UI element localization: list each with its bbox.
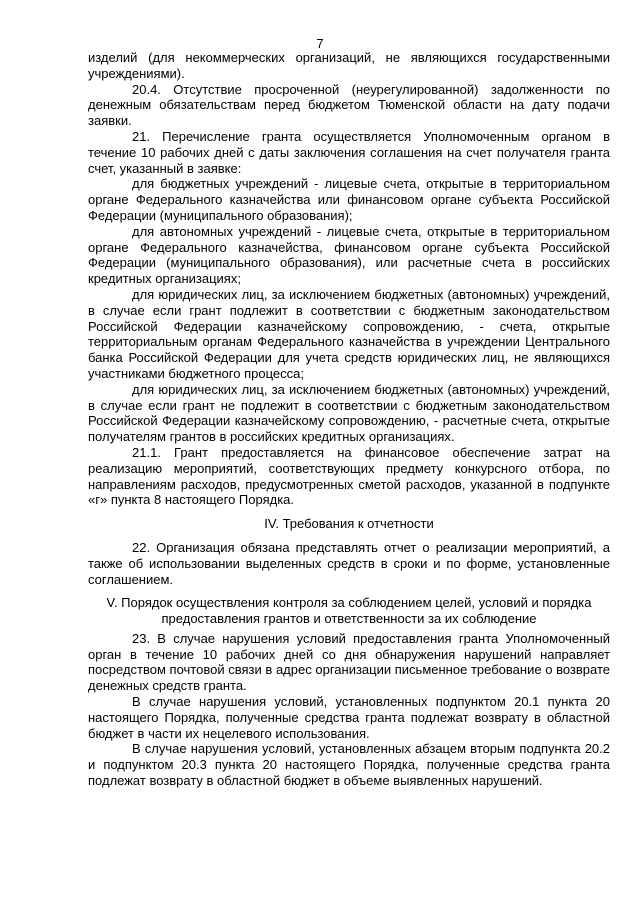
paragraph-21-1: 21.1. Грант предоставляется на финансовое обеспечение затрат на реализацию мероприятий, соответствующих предмету конкурсного отбора, по направлениям расходов, предусмотренных сметой расходов, указанной в подпункте «г» пункта 8 настоящего Порядка. xyxy=(88,444,610,508)
paragraph-violation-20-1: В случае нарушения условий, установленных подпунктом 20.1 пункта 20 настоящего Порядка, полученные средства гранта подлежат возврату в областной бюджет в части их нецелевого использования. xyxy=(88,694,610,741)
paragraph-legal-entities-no-escort: для юридических лиц, за исключением бюджетных (автономных) учреждений, в случае если грант не подлежит в соответствии с бюджетным законодательством Российской Федерации казначейскому сопровождению, - расчетные счета, открытые получателям грантов в российских кредитных организациях. xyxy=(88,381,610,445)
section-heading-iv: IV. Требования к отчетности xyxy=(264,516,434,532)
paragraph-20-4: 20.4. Отсутствие просроченной (неурегулированной) задолженности по денежным обязательствам перед бюджетом Тюменской области на дату подачи заявки. xyxy=(88,81,610,129)
page-number: 7 xyxy=(316,36,324,51)
document-body xyxy=(88,50,610,789)
paragraph-21: 21. Перечисление гранта осуществляется Уполномоченным органом в течение 10 рабочих дней с даты заключения соглашения на счет получателя гранта счет, указанный в заявке: xyxy=(88,128,610,176)
paragraph-continuation: изделий (для некоммерческих организаций, не являющихся государственными учреждениями). xyxy=(88,50,610,81)
paragraph-22: 22. Организация обязана представлять отчет о реализации мероприятий, а также об использовании выделенных средств в сроки и по форме, установленные соглашением. xyxy=(88,539,610,587)
section-heading-v: V. Порядок осуществления контроля за соблюдением целей, условий и порядка предоставления грантов и ответственности за их соблюдение xyxy=(106,595,592,627)
paragraph-violation-20-2-20-3: В случае нарушения условий, установленных абзацем вторым подпункта 20.2 и подпунктом 20.3 пункта 20 настоящего Порядка, полученные средства гранта подлежат возврату в областной бюджет в объеме выявленных нарушений. xyxy=(88,741,610,789)
paragraph-23: 23. В случае нарушения условий предоставления гранта Уполномоченный орган в течение 10 рабочих дней со дня обнаружения нарушений направляет посредством почтовой связи в адрес организации письменное требование о возврате денежных средств гранта. xyxy=(88,630,610,694)
paragraph-budget-institutions: для бюджетных учреждений - лицевые счета, открытые в территориальном органе Федерального казначейства или финансовом органе субъекта Российской Федерации (муниципального образования); xyxy=(88,176,610,223)
paragraph-autonomous-institutions: для автономных учреждений - лицевые счета, открытые в территориальном органе Федерального казначейства, финансовом органе субъекта Российской Федерации (муниципального образования), или расчетные счета в российских кредитных организациях; xyxy=(88,223,610,287)
paragraph-legal-entities-escort: для юридических лиц, за исключением бюджетных (автономных) учреждений, в случае если грант подлежит в соответствии с бюджетным законодательством Российской Федерации казначейскому сопровождению, - счета, открытые территориальным органам Федерального казначейства в учреждении Центрального банка Российской Федерации для учета средств юридических лиц, не являющихся участниками бюджетного процесса; xyxy=(88,286,610,381)
